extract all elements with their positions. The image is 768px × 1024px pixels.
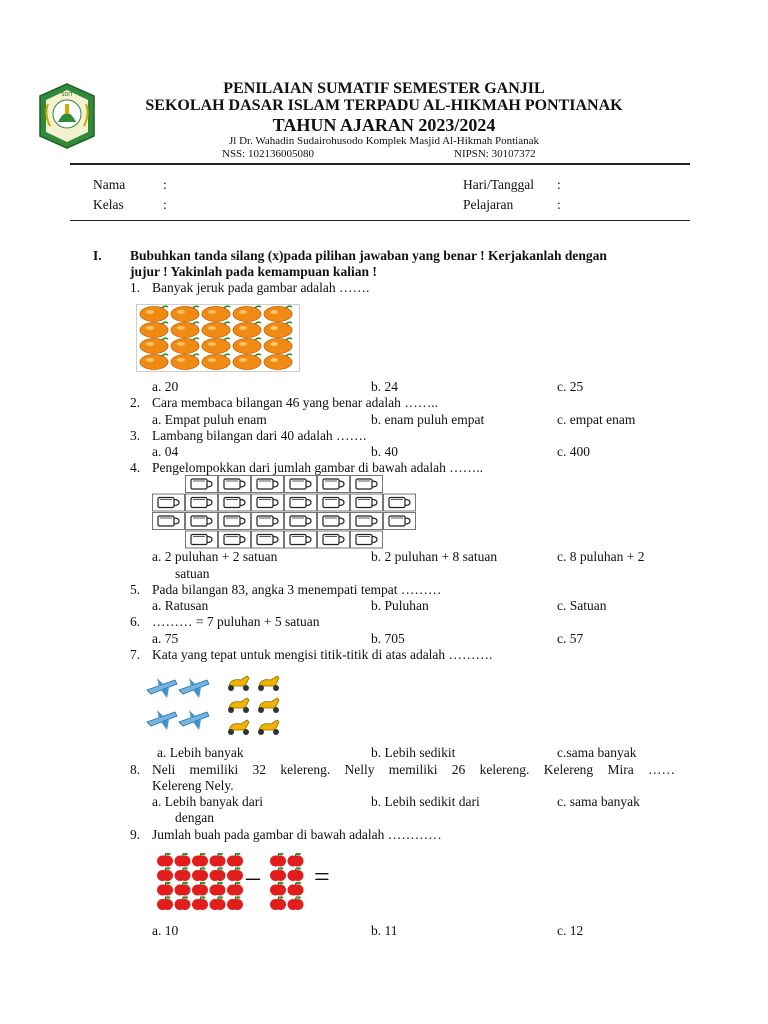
label-nama: Nama xyxy=(93,177,126,192)
scooter-icon xyxy=(228,676,249,691)
q5-text: Pada bilangan 83, angka 3 menempati tempat ……… xyxy=(152,582,442,597)
q2-text: Cara membaca bilangan 46 yang benar adalah …….. xyxy=(152,395,439,410)
identity-rule xyxy=(70,220,690,221)
q2-option-b[interactable]: b. enam puluh empat xyxy=(371,412,485,427)
apple-icon xyxy=(288,882,304,896)
apple-icon xyxy=(175,867,191,881)
cup-icon xyxy=(186,531,218,548)
oranges-image xyxy=(136,304,300,372)
cup-icon xyxy=(219,531,251,548)
apple-icon xyxy=(210,896,226,910)
orange-icon xyxy=(140,338,168,353)
scooter-icon xyxy=(228,720,249,735)
q8-option-a-cont: dengan xyxy=(175,810,214,825)
colon-kelas: : xyxy=(163,197,167,212)
orange-icon xyxy=(171,354,199,369)
exam-title: PENILAIAN SUMATIF SEMESTER GANJIL xyxy=(223,80,545,97)
cup-icon xyxy=(384,513,416,530)
scooter-icon xyxy=(258,698,279,713)
cup-icon xyxy=(318,513,350,530)
vehicles-image xyxy=(145,670,287,736)
q7-option-c[interactable]: c.sama banyak xyxy=(557,745,637,760)
orange-icon xyxy=(264,354,292,369)
cup-icon xyxy=(318,531,350,548)
apple-icon xyxy=(227,867,243,881)
apple-icon xyxy=(157,896,173,910)
label-hari: Hari/Tanggal xyxy=(463,177,535,192)
q9-option-b[interactable]: b. 11 xyxy=(371,923,398,938)
q3-number: 3. xyxy=(130,428,141,443)
q9-number: 9. xyxy=(130,827,141,842)
orange-icon xyxy=(233,306,261,321)
q4-option-b[interactable]: b. 2 puluhan + 8 satuan xyxy=(371,549,498,564)
q6-option-a[interactable]: a. 75 xyxy=(152,631,179,646)
orange-icon xyxy=(202,322,230,337)
orange-icon xyxy=(140,306,168,321)
apples-right-image xyxy=(270,853,306,911)
cup-icon xyxy=(186,494,218,511)
q4-number: 4. xyxy=(130,460,141,475)
q2-option-c[interactable]: c. empat enam xyxy=(557,412,636,427)
cup-icon xyxy=(186,513,218,530)
apple-icon xyxy=(227,853,243,867)
nipsn: NIPSN: 30107372 xyxy=(454,148,536,160)
cup-icon xyxy=(285,494,317,511)
cup-icon xyxy=(252,494,284,511)
apple-icon xyxy=(270,867,286,881)
q3-option-c[interactable]: c. 400 xyxy=(557,444,590,459)
apple-icon xyxy=(192,867,208,881)
apple-icon xyxy=(210,882,226,896)
q1-option-a[interactable]: a. 20 xyxy=(152,379,179,394)
apple-icon xyxy=(175,853,191,867)
airplane-icon xyxy=(179,710,209,730)
q6-option-b[interactable]: b. 705 xyxy=(371,631,405,646)
q2-option-a[interactable]: a. Empat puluh enam xyxy=(152,412,267,427)
q7-text: Kata yang tepat untuk mengisi titik-titik di atas adalah ………. xyxy=(152,647,493,662)
apple-icon xyxy=(157,867,173,881)
cup-icon xyxy=(384,494,416,511)
cup-icon xyxy=(318,494,350,511)
q4-text: Pengelompokkan dari jumlah gambar di bawah adalah …….. xyxy=(152,460,484,475)
orange-icon xyxy=(202,354,230,369)
orange-icon xyxy=(233,338,261,353)
cup-icon xyxy=(219,494,251,511)
apple-icon xyxy=(288,853,304,867)
school-name: SEKOLAH DASAR ISLAM TERPADU AL-HIKMAH PONTIANAK xyxy=(145,97,623,114)
orange-icon xyxy=(140,322,168,337)
scooter-icon xyxy=(258,676,279,691)
cup-icon xyxy=(351,531,383,548)
apple-icon xyxy=(192,853,208,867)
cups-image xyxy=(152,475,418,549)
section-number: I. xyxy=(93,248,102,263)
q8-text: Neli memiliki 32 kelereng. Nelly memiliki 26 kelereng. Kelereng Mira …… xyxy=(152,762,675,777)
colon-nama: : xyxy=(163,177,167,192)
cup-icon xyxy=(285,476,317,493)
logo-text: SDIT xyxy=(61,92,73,98)
cup-icon xyxy=(318,476,350,493)
nss: NSS: 102136005080 xyxy=(222,148,314,160)
orange-icon xyxy=(264,306,292,321)
cup-icon xyxy=(351,476,383,493)
academic-year: TAHUN AJARAN 2023/2024 xyxy=(272,115,496,135)
apple-icon xyxy=(210,853,226,867)
colon-hari: : xyxy=(557,177,561,192)
q6-number: 6. xyxy=(130,614,141,629)
school-address: Jl Dr. Wahadin Sudairohusodo Komplek Masjid Al-Hikmah Pontianak xyxy=(229,135,539,147)
instruction-line2: jujur ! Yakinlah pada kemampuan kalian ! xyxy=(130,264,377,279)
apple-icon xyxy=(157,882,173,896)
cup-icon xyxy=(252,513,284,530)
q8-text-cont: Kelereng Nely. xyxy=(152,778,234,793)
equals-sign: = xyxy=(314,862,330,893)
cup-icon xyxy=(153,494,185,511)
apple-icon xyxy=(288,867,304,881)
q4-option-c[interactable]: c. 8 puluhan + 2 xyxy=(557,549,645,564)
airplane-icon xyxy=(147,678,177,698)
scooter-icon xyxy=(258,720,279,735)
cup-icon xyxy=(186,476,218,493)
label-kelas: Kelas xyxy=(93,197,124,212)
orange-icon xyxy=(264,322,292,337)
q3-text: Lambang bilangan dari 40 adalah ……. xyxy=(152,428,367,443)
apple-icon xyxy=(175,896,191,910)
cup-icon xyxy=(252,476,284,493)
q5-option-c[interactable]: c. Satuan xyxy=(557,598,607,613)
apple-icon xyxy=(270,896,286,910)
q7-number: 7. xyxy=(130,647,141,662)
q3-option-b[interactable]: b. 40 xyxy=(371,444,398,459)
orange-icon xyxy=(140,354,168,369)
orange-icon xyxy=(264,338,292,353)
header-rule xyxy=(70,163,690,165)
q6-text: ……… = 7 puluhan + 5 satuan xyxy=(152,614,320,629)
q7-option-a[interactable]: a. Lebih banyak xyxy=(157,745,244,760)
apple-icon xyxy=(270,853,286,867)
apple-icon xyxy=(157,853,173,867)
q1-text: Banyak jeruk pada gambar adalah ……. xyxy=(152,280,370,295)
orange-icon xyxy=(171,322,199,337)
cup-icon xyxy=(351,513,383,530)
colon-pelajaran: : xyxy=(557,197,561,212)
cup-icon xyxy=(285,531,317,548)
apple-icon xyxy=(175,882,191,896)
apples-left-image xyxy=(157,853,245,911)
q1-option-c[interactable]: c. 25 xyxy=(557,379,584,394)
cup-icon xyxy=(252,531,284,548)
orange-icon xyxy=(202,306,230,321)
q4-option-a[interactable]: a. 2 puluhan + 2 satuan xyxy=(152,549,278,564)
cup-icon xyxy=(219,476,251,493)
q5-option-b[interactable]: b. Puluhan xyxy=(371,598,429,613)
apple-icon xyxy=(192,896,208,910)
apple-icon xyxy=(270,882,286,896)
apple-icon xyxy=(227,896,243,910)
orange-icon xyxy=(233,354,261,369)
cup-icon xyxy=(285,513,317,530)
scooter-icon xyxy=(228,698,249,713)
q9-option-a[interactable]: a. 10 xyxy=(152,923,179,938)
q8-number: 8. xyxy=(130,762,141,777)
orange-icon xyxy=(171,306,199,321)
apple-icon xyxy=(210,867,226,881)
q8-option-c[interactable]: c. sama banyak xyxy=(557,794,640,809)
apple-icon xyxy=(227,882,243,896)
cup-icon xyxy=(153,513,185,530)
orange-icon xyxy=(171,338,199,353)
q3-option-a[interactable]: a. 04 xyxy=(152,444,179,459)
minus-sign: – xyxy=(246,862,260,893)
q2-number: 2. xyxy=(130,395,141,410)
q7-option-b[interactable]: b. Lebih sedikit xyxy=(371,745,456,760)
cup-icon xyxy=(351,494,383,511)
label-pelajaran: Pelajaran xyxy=(463,197,514,212)
q8-option-a[interactable]: a. Lebih banyak dari xyxy=(152,794,263,809)
q8-option-b[interactable]: b. Lebih sedikit dari xyxy=(371,794,480,809)
q4-option-a-cont: satuan xyxy=(175,566,210,581)
orange-icon xyxy=(233,322,261,337)
q5-number: 5. xyxy=(130,582,141,597)
q1-option-b[interactable]: b. 24 xyxy=(371,379,398,394)
apple-icon xyxy=(288,896,304,910)
q9-option-c[interactable]: c. 12 xyxy=(557,923,584,938)
q9-text: Jumlah buah pada gambar di bawah adalah ………… xyxy=(152,827,442,842)
q5-option-a[interactable]: a. Ratusan xyxy=(152,598,209,613)
cup-icon xyxy=(219,513,251,530)
q1-number: 1. xyxy=(130,280,141,295)
instruction-line1: Bubuhkan tanda silang (x)pada pilihan jawaban yang benar ! Kerjakanlah dengan xyxy=(130,248,607,263)
orange-icon xyxy=(202,338,230,353)
apple-icon xyxy=(192,882,208,896)
airplane-icon xyxy=(179,678,209,698)
airplane-icon xyxy=(147,710,177,730)
q6-option-c[interactable]: c. 57 xyxy=(557,631,584,646)
